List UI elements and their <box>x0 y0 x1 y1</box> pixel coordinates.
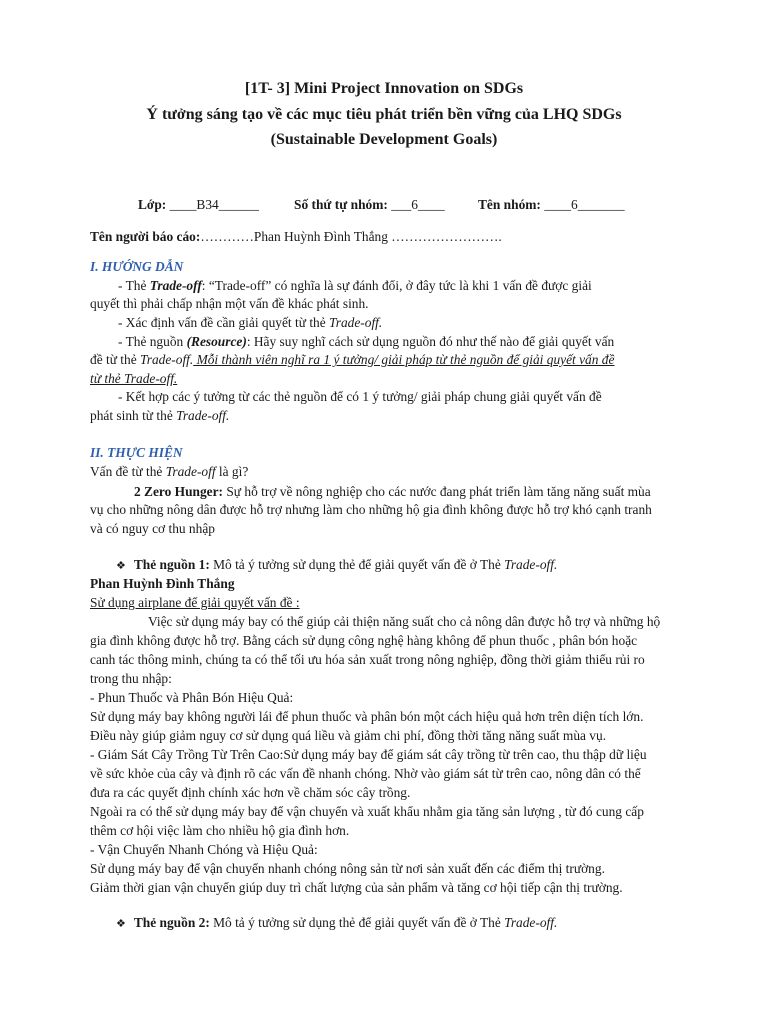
section-2-heading: II. THỰC HIỆN <box>90 445 183 460</box>
tradeoff-question-term: Trade-off <box>165 464 216 479</box>
guide-p1-line2: quyết thì phải chấp nhận một vấn đề khác phát sinh. <box>90 296 369 311</box>
source-1-body-line: Sử dụng máy bay để vận chuyển nhanh chóng nông sản từ nơi sản xuất đến các điểm thị trường. <box>90 861 605 876</box>
guide-p3-term: (Resource) <box>186 334 247 349</box>
tradeoff-question-prefix: Vấn đề từ thẻ <box>90 464 166 479</box>
guide-p3-line1 <box>118 333 614 352</box>
guide-p3-rest: : Hãy suy nghĩ cách sử dụng nguồn đó như thế nào để giải quyết vấn <box>246 334 615 349</box>
diamond-bullet-icon: ❖ <box>116 560 126 572</box>
guide-p3-line2-underlined: Mỗi thành viên nghĩ ra 1 ý tưởng/ giải pháp từ thẻ nguồn để giải quyết vấn đề <box>193 352 615 367</box>
zero-hunger-title: 2 Zero Hunger: <box>134 484 224 499</box>
source-1-body-line: thêm cơ hội việc làm cho nhiều hộ gia đình hơn. <box>90 823 350 838</box>
group-name-label: Tên nhóm: <box>478 197 541 212</box>
source-2-desc-term: Trade-off. <box>504 915 558 930</box>
guide-p2-term: Trade-off. <box>329 315 383 330</box>
guide-p1-prefix: - Thẻ <box>118 278 150 293</box>
class-label: Lớp: <box>138 197 167 212</box>
source-1-body-line: Giảm thời gian vận chuyển giúp duy trì chất lượng của sản phẩm và tăng cơ hội tiếp cận thị trường. <box>90 880 623 895</box>
source-1-body-line: - Phun Thuốc và Phân Bón Hiệu Quả: <box>90 690 294 705</box>
class-value: ____B34______ <box>169 197 259 212</box>
group-number-value: ___6____ <box>391 197 445 212</box>
group-number-label: Số thứ tự nhóm: <box>294 197 388 212</box>
diamond-bullet-icon: ❖ <box>116 918 126 930</box>
guide-p3-line2-term: Trade-off. <box>140 352 194 367</box>
doc-title-line1: [1T- 3] Mini Project Innovation on SDGs <box>244 80 524 97</box>
guide-p3-line3: từ thẻ Trade-off. <box>90 371 178 386</box>
source-1-use-line: Sử dụng airplane để giải quyết vấn đề : <box>90 595 300 610</box>
doc-title-line3: (Sustainable Development Goals) <box>270 131 498 148</box>
source-1-desc-term: Trade-off. <box>504 557 558 572</box>
group-name-value: ____6_______ <box>544 197 625 212</box>
guide-p1-line1 <box>118 277 592 296</box>
source-2-desc: Mô tả ý tưởng sử dụng thẻ để giải quyết vấn đề ở Thẻ <box>209 915 505 930</box>
tradeoff-question-suffix: là gì? <box>215 464 249 479</box>
guide-p1-rest: : “Trade-off” có nghĩa là sự đánh đổi, ở đây tức là khi 1 vấn đề được giải <box>201 278 592 293</box>
section-1-heading: I. HƯỚNG DẪN <box>90 259 184 274</box>
source-1-body-line: Ngoài ra có thể sử dụng máy bay để vận chuyển và xuất khẩu nhằm gia tăng sản lượng , từ đó cung cấp <box>90 804 644 819</box>
source-2-label: Thẻ nguồn 2: <box>133 915 210 930</box>
source-1-desc: Mô tả ý tưởng sử dụng thẻ để giải quyết vấn đề ở Thẻ <box>209 557 505 572</box>
guide-p4-line2 <box>90 407 229 426</box>
source-1-body-line: về sức khỏe của cây và định rõ các vấn đề nhanh chóng. Nhờ vào giám sát từ trên cao, nông dân có thể <box>90 766 641 781</box>
guide-p4-line1: - Kết hợp các ý tưởng từ các thẻ nguồn để có 1 ý tưởng/ giải pháp chung giải quyết vấn đề <box>118 389 602 404</box>
source-1-body-line: gia đình không được hỗ trợ. Bằng cách sử dụng công nghệ hàng không để phun thuốc , phân bón hoặc <box>90 633 638 648</box>
source-1-body-line: Sử dụng máy bay không người lái để phun thuốc và phân bón một cách hiệu quả hơn trên diện tích lớn. <box>90 709 644 724</box>
tradeoff-question <box>90 463 248 482</box>
guide-p2-text: - Xác định vấn đề cần giải quyết từ thẻ <box>118 315 330 330</box>
reporter-value: …………Phan Huỳnh Đình Thắng ……………………. <box>200 229 502 244</box>
source-1-body-line: - Giám Sát Cây Trồng Từ Trên Cao:Sử dụng máy bay để giám sát cây trồng từ trên cao, thu thập dữ liệu <box>90 747 647 762</box>
source-1-body-line: - Vận Chuyển Nhanh Chóng và Hiệu Quả: <box>90 842 318 857</box>
class-field <box>138 196 259 215</box>
zero-hunger-line1 <box>134 483 651 502</box>
source-1-label: Thẻ nguồn 1: <box>133 557 210 572</box>
doc-title-line2: Ý tưởng sáng tạo về các mục tiêu phát triển bền vững của LHQ SDGs <box>146 106 622 123</box>
zero-hunger-line2: vụ cho những nông dân được hỗ trợ nhưng làm cho những hộ gia đình không được hỗ trợ khó cạnh tranh <box>90 502 652 517</box>
zero-hunger-rest: Sự hỗ trợ về nông nghiệp cho các nước đang phát triển làm tăng năng suất mùa <box>223 484 651 499</box>
reporter-field <box>90 228 502 247</box>
guide-p3-line2-a: đề từ thẻ <box>90 352 141 367</box>
guide-p4-line2-term: Trade-off. <box>176 408 230 423</box>
source-1-header <box>116 556 557 576</box>
source-1-body-line: Việc sử dụng máy bay có thể giúp cải thiện năng suất cho cả nông dân được hỗ trợ và những hộ <box>148 614 661 629</box>
zero-hunger-line3: và có nguy cơ thu nhập <box>90 521 215 536</box>
guide-p4-line2-a: phát sinh từ thẻ <box>90 408 177 423</box>
group-name-field <box>478 196 625 215</box>
guide-p1-term: Trade-off <box>149 278 202 293</box>
source-1-author: Phan Huỳnh Đình Thắng <box>90 576 235 591</box>
source-1-body-line: trong thu nhập: <box>90 671 172 686</box>
source-1-body-line: canh tác thông minh, chúng ta có thể tối ưu hóa sản xuất trong nông nghiệp, đồng thời giảm thiểu rủi ro <box>90 652 645 667</box>
reporter-label: Tên người báo cáo: <box>90 229 201 244</box>
guide-p3-prefix: - Thẻ nguồn <box>118 334 187 349</box>
group-number-field <box>294 196 445 215</box>
source-1-body-line: Điều này giúp giảm nguy cơ sử dụng quá liều và giảm chi phí, đồng thời tăng năng suất mùa vụ. <box>90 728 607 743</box>
guide-p3-line2 <box>90 351 614 370</box>
guide-p2 <box>118 314 382 333</box>
source-2-header <box>116 914 557 934</box>
source-1-body-line: đưa ra các quyết định chính xác hơn về chăm sóc cây trồng. <box>90 785 411 800</box>
